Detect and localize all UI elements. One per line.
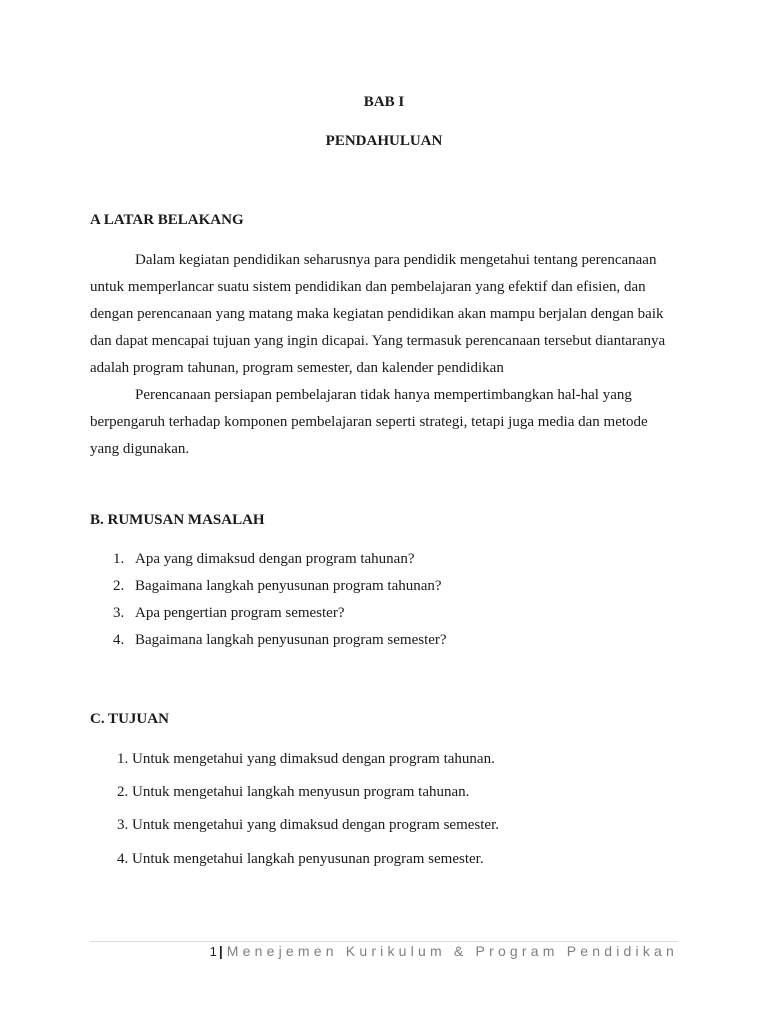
paragraph-line: yang digunakan. (90, 441, 190, 457)
list-item: 2. Untuk mengetahui langkah menyusun program tahunan. (117, 784, 470, 800)
page-number: 1 (209, 944, 217, 959)
paragraph-line: berpengaruh terhadap komponen pembelajaran seperti strategi, tetapi juga media dan metode (90, 414, 648, 430)
chapter-title: PENDAHULUAN (325, 133, 443, 149)
section-c-heading: C. TUJUAN (90, 711, 169, 727)
list-item: 3. Apa pengertian program semester? (113, 605, 345, 621)
footer-title: Menejemen Kurikulum & Program Pendidikan (226, 943, 678, 959)
section-a-heading: A LATAR BELAKANG (90, 212, 244, 228)
chapter-number: BAB I (363, 94, 405, 110)
page-footer (0, 943, 678, 959)
footer-divider (90, 941, 678, 942)
list-item: 2. Bagaimana langkah penyusunan program tahunan? (113, 578, 442, 594)
paragraph-line: adalah program tahunan, program semester, dan kalender pendidikan (90, 360, 504, 376)
section-b-heading: B. RUMUSAN MASALAH (90, 512, 265, 528)
footer-separator: | (218, 943, 223, 959)
paragraph-line: dan dapat mencapai tujuan yang ingin dicapai. Yang termasuk perencanaan tersebut diantaranya (90, 333, 666, 349)
list-item: 4. Bagaimana langkah penyusunan program semester? (113, 632, 447, 648)
paragraph-line: Perencanaan persiapan pembelajaran tidak hanya mempertimbangkan hal-hal yang (135, 387, 632, 403)
list-item: 3. Untuk mengetahui yang dimaksud dengan program semester. (117, 817, 499, 833)
paragraph-line: Dalam kegiatan pendidikan seharusnya para pendidik mengetahui tentang perencanaan (135, 252, 657, 268)
paragraph-line: dengan perencanaan yang matang maka kegiatan pendidikan akan mampu berjalan dengan baik (90, 306, 664, 322)
paragraph-line: untuk memperlancar suatu sistem pendidikan dan pembelajaran yang efektif dan efisien, dan (90, 279, 646, 295)
list-item: 1. Apa yang dimaksud dengan program tahunan? (113, 551, 415, 567)
list-item: 1. Untuk mengetahui yang dimaksud dengan program tahunan. (117, 751, 495, 767)
list-item: 4. Untuk mengetahui langkah penyusunan program semester. (117, 851, 484, 867)
section-a-paragraph-1 (90, 247, 680, 463)
